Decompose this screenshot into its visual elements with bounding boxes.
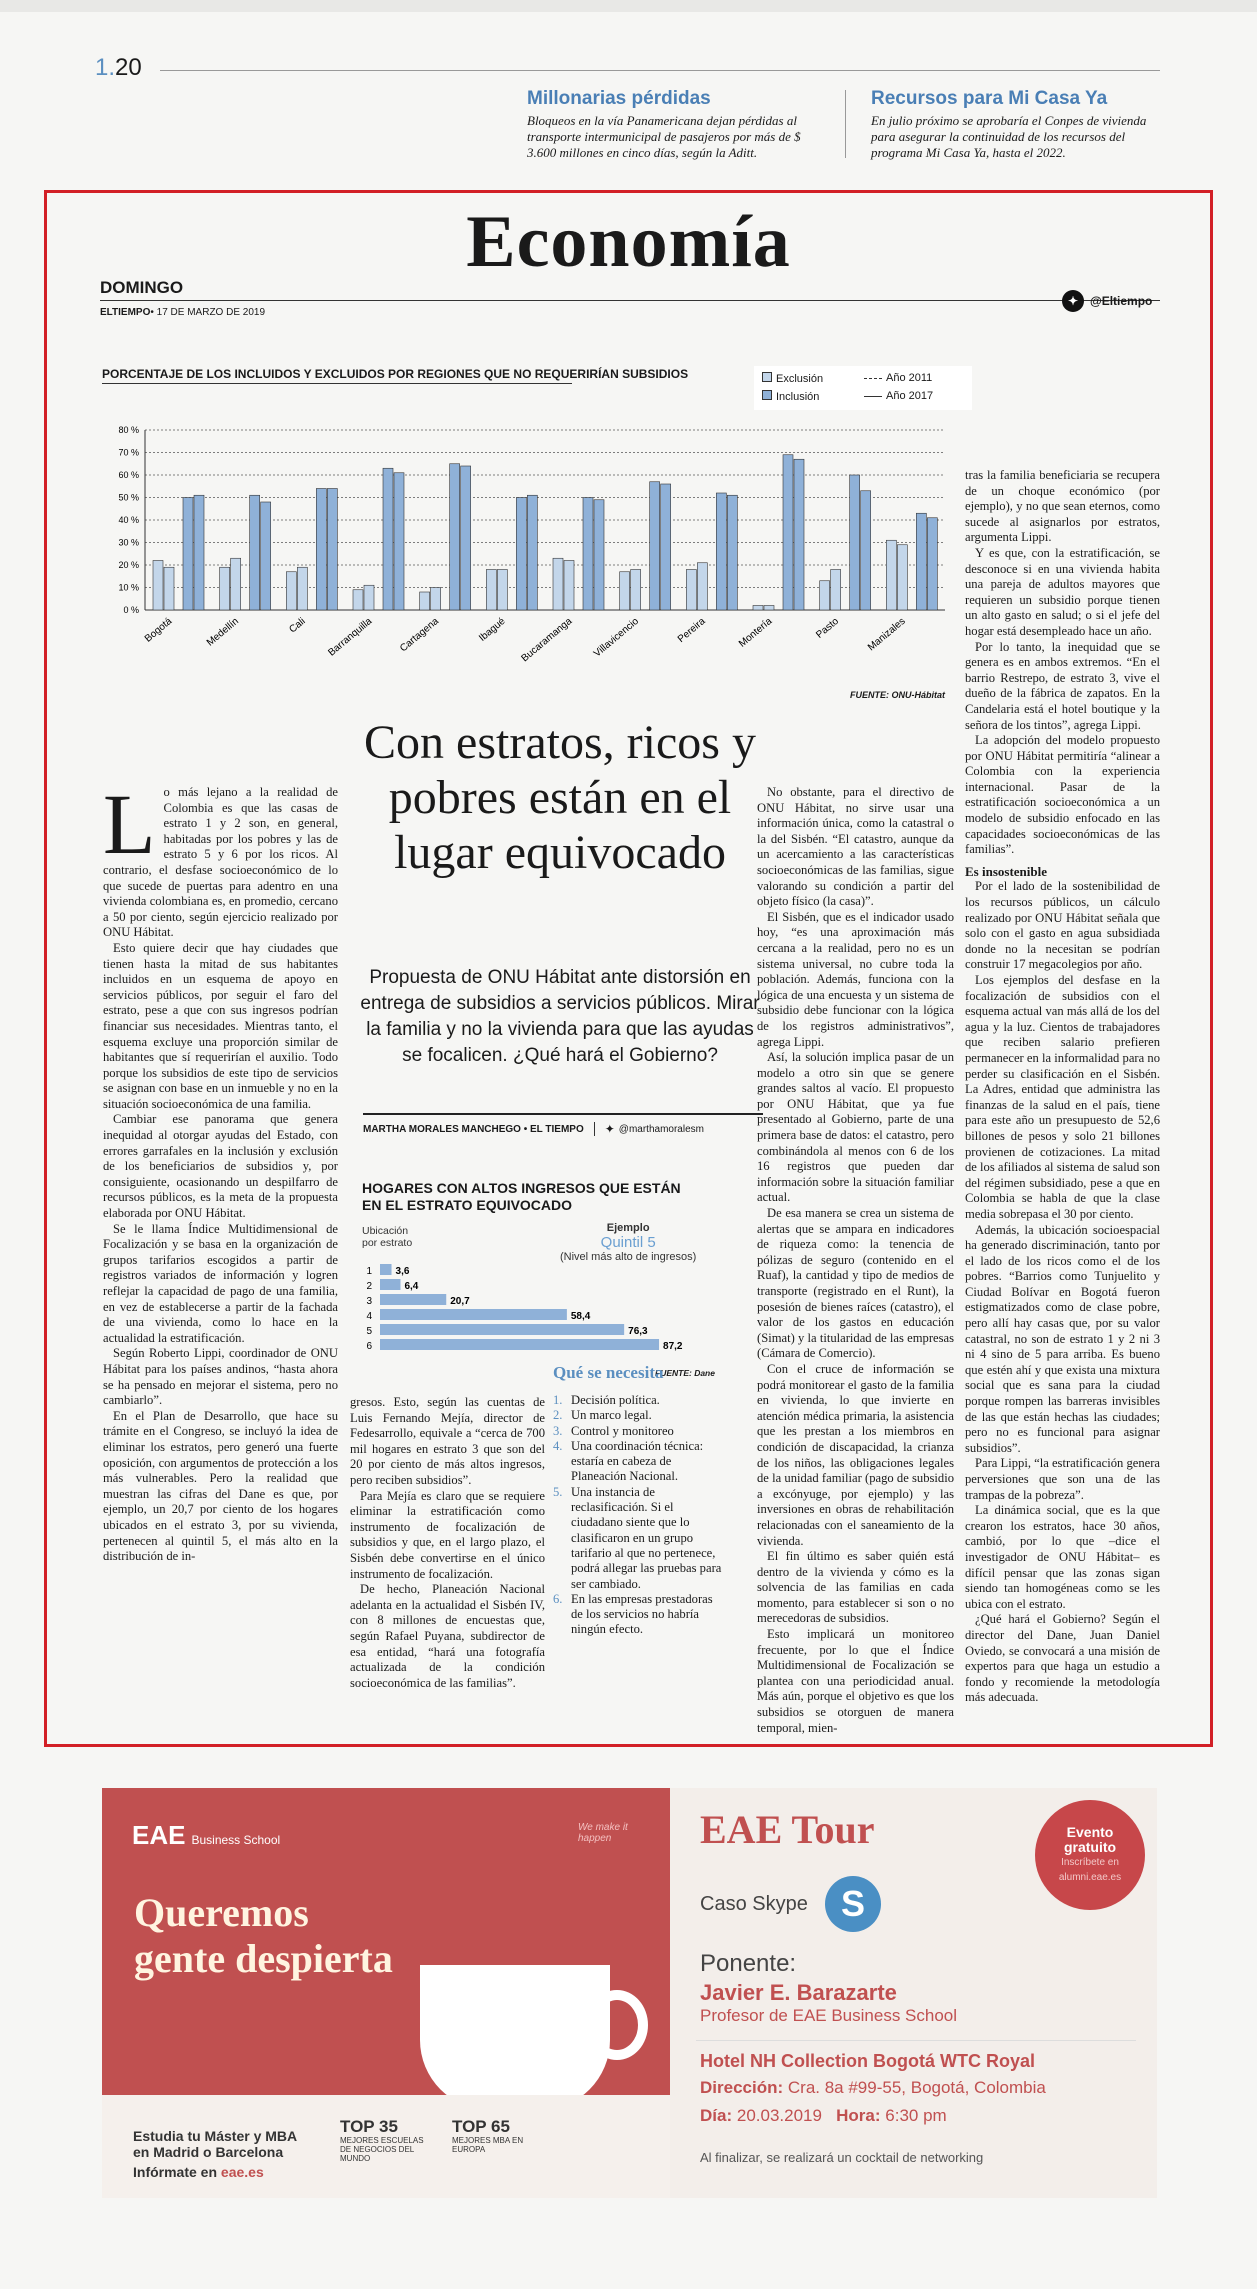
x-tick-label: Bucaramanga bbox=[519, 615, 575, 665]
list-item: 5. Una instancia de reclasificación. Si el ciudadano siente que lo clasificaron en un grupo tarifario al que no pertenece, podrá allegar las pruebas para ser cambiado. bbox=[553, 1484, 722, 1591]
article-headline: Con estratos, ricos y pobres están en el lugar equivocado bbox=[364, 716, 756, 879]
article-column-2: gresos. Esto, según las cuentas de Luis Fernando Mejía, director de Fedesarrollo, equivale a “cerca de 700 mil hogares en estrato 3 que son del 20 por ciento de más altos ingresos, pero reciben subsidios”. Para Mejía es claro que se requiere eliminar la estratificación como instrumento de focalización de subsidios y que, en el largo plazo, el Sisbén debe convertirse en el único instrumento de focalización. De hecho, Planeación Nacional adelanta en la actualidad el Sisbén IV, con 8 millones de encuestas que, según Rafael Puyana, subdirector de esa entidad, “hará una fotografía actualizada de la condición socioeconómica de las familias”. bbox=[350, 1395, 545, 1690]
bar bbox=[831, 570, 841, 611]
bar bbox=[461, 466, 471, 610]
chart-legend bbox=[754, 366, 972, 410]
bar bbox=[353, 590, 363, 610]
day-label: DOMINGO bbox=[100, 278, 184, 297]
bar bbox=[380, 1339, 659, 1350]
value-label: 3,6 bbox=[395, 1266, 410, 1277]
list-item: 2. Un marco legal. bbox=[553, 1408, 652, 1423]
x-tick-label: Bogotá bbox=[142, 615, 175, 645]
bar bbox=[194, 495, 204, 610]
sidebar-title: Qué se necesita bbox=[553, 1363, 664, 1382]
bar bbox=[450, 464, 460, 610]
teaser-text: En julio próximo se aprobaría el Conpes de vivienda para asegurar la continuidad de los recursos del programa Mi Casa Ya, hasta el 2022. bbox=[871, 113, 1147, 160]
teaser-title: Recursos para Mi Casa Ya bbox=[871, 88, 1108, 109]
masthead-rule bbox=[100, 300, 1160, 301]
bar bbox=[697, 563, 707, 610]
bar bbox=[231, 558, 241, 610]
subhead: Es insostenible bbox=[965, 863, 1047, 879]
bar bbox=[394, 473, 404, 610]
ad-info-link[interactable]: Infórmate en eae.es bbox=[133, 2164, 264, 2180]
bar bbox=[527, 495, 537, 610]
bar bbox=[364, 585, 374, 610]
page-number: 1.20 bbox=[95, 54, 142, 81]
regional-subsidy-chart bbox=[95, 415, 955, 715]
legend-2017: Año 2017 bbox=[864, 390, 933, 402]
bar bbox=[497, 570, 507, 611]
category-label: 5 bbox=[366, 1326, 372, 1337]
chart-title-rule bbox=[102, 383, 572, 384]
teaser-divider bbox=[845, 90, 846, 158]
x-tick-label: Montería bbox=[736, 615, 775, 650]
ad-address: Dirección: Cra. 8a #99-55, Bogotá, Colombia bbox=[700, 2078, 1046, 2097]
bar bbox=[183, 498, 193, 611]
teaser-mi-casa-ya[interactable] bbox=[871, 88, 1161, 161]
hbar-subtitle: Ubicación por estrato bbox=[362, 1225, 413, 1249]
legend-2011: Año 2011 bbox=[864, 372, 932, 384]
y-tick-label: 40 % bbox=[118, 515, 139, 525]
bar bbox=[820, 581, 830, 610]
hbar-title: HOGARES CON ALTOS INGRESOS QUE ESTÁN EN EL ESTRATO EQUIVOCADO bbox=[362, 1180, 681, 1213]
category-label: 4 bbox=[366, 1311, 372, 1322]
bar bbox=[380, 1279, 400, 1290]
value-label: 76,3 bbox=[628, 1326, 648, 1337]
y-tick-label: 50 % bbox=[118, 492, 139, 503]
twitter-handle[interactable]: ✦ @Eltiempo bbox=[1062, 290, 1152, 312]
bar bbox=[327, 489, 337, 611]
bar bbox=[686, 570, 696, 611]
ad-note: Al finalizar, se realizará un cocktail de networking bbox=[700, 2150, 984, 2165]
scan-top-strip bbox=[0, 0, 1257, 12]
y-tick-label: 60 % bbox=[118, 470, 139, 480]
byline: MARTHA MORALES MANCHEGO • EL TIEMPO ✦ @marthamoralesm bbox=[363, 1113, 763, 1136]
high-income-chart bbox=[362, 1262, 712, 1364]
bar bbox=[220, 567, 230, 610]
category-label: 2 bbox=[366, 1281, 372, 1292]
bar bbox=[861, 491, 871, 610]
teaser-title: Millonarias pérdidas bbox=[527, 88, 711, 109]
ad-datetime: Día: 20.03.2019 Hora: 6:30 pm bbox=[700, 2106, 947, 2125]
eae-logo[interactable]: EAE Business School bbox=[132, 1820, 281, 1850]
byline-twitter[interactable]: ✦ @marthamoralesm bbox=[604, 1122, 704, 1136]
bar bbox=[564, 561, 574, 611]
skype-icon: S bbox=[825, 1876, 881, 1932]
hbar-example: Ejemplo Quintil 5 (Nivel más alto de ingresos) bbox=[560, 1222, 697, 1263]
value-label: 6,4 bbox=[404, 1281, 419, 1292]
article-column-1: L o más lejano a la realidad de Colombia es que las casas de estrato 1 y 2 son, en general, habitadas por los pobres y las de estrato 5 y 6 por los ricos. Al contrario, el desfase socioeconómico de lo que sucede de puertas para adentro en una vivienda colombiana es, en promedio, cercano a 50 por ciento, según ejercicio realizado por ONU Hábitat. Esto quiere decir que hay ciudades que tienen hasta la mitad de sus habitantes incluidos en un esquema de apoyo en servicios públicos, por seguir el faro del estrato, pese a que con sus ingresos podrían financiar sus necesidades. Mientras tanto, el esquema excluye una proporción similar de habitantes que sí requerirían el auxilio. Todo porque los subsidios de este tipo de servicios se asignan con base en un inmueble y no en la situación socioeconómica de una familia. Cambiar ese panorama que genera inequidad al otorgar ayudas del Estado, con errores garrafales en la inclusión y exclusión de los beneficiarios de subsidios y, por consiguiente, ocasionando un despilfarro de recursos públicos, es la meta de la propuesta elaborada por ONU Hábitat. Se le llama Índice Multidimensional de Focalización y se basa en la organización de grupos tarifarios escogidos a partir de registros variados de información y logren reflejar la capacidad de pago de una familia, en vez de establecerse a partir de la fachada de una vivienda, como lo hace en la actualidad la estratificación. Según Roberto Lippi, coordinador de ONU Hábitat para los países andinos, “hasta ahora se ha pensado en mejorar el sistema, pero no cambiarlo”. En el Plan de Desarrollo, que hace su trámite en el Congreso, se incluyó la idea de eliminar los estratos, pero generó una fuerte oposición, con argumentos de protección a los más vulnerables. Pero la realidad que muestran las cifras del Dane es que, por ejemplo, un 20,7 por ciento de los hogares ubicados en el estrato 3, por su vivienda, pertenecen al quintil 5, el más alto en la distribución de in- bbox=[103, 776, 338, 1564]
x-tick-label: Cartagena bbox=[398, 615, 441, 655]
bar bbox=[286, 572, 296, 610]
legend-exclusion: Exclusión bbox=[762, 372, 823, 385]
list-item: 6. En las empresas prestadoras de los servicios no habría ningún efecto. bbox=[553, 1591, 713, 1637]
teaser-millonarias[interactable] bbox=[527, 88, 827, 161]
bar bbox=[783, 455, 793, 610]
bar bbox=[261, 502, 271, 610]
bar bbox=[916, 513, 926, 610]
bar bbox=[794, 459, 804, 610]
ad-study: Estudia tu Máster y MBA en Madrid o Barcelona bbox=[133, 2128, 298, 2160]
list-item: 3. Control y monitoreo bbox=[553, 1423, 674, 1438]
ad-tour-title: EAE Tour bbox=[700, 1807, 875, 1852]
y-tick-label: 0 % bbox=[123, 605, 139, 615]
dropcap: L bbox=[103, 776, 156, 872]
ad-divider bbox=[696, 2040, 1136, 2041]
x-tick-label: Pasto bbox=[814, 615, 841, 641]
x-tick-label: Manizales bbox=[866, 615, 908, 654]
list-item: 1. Decisión política. bbox=[553, 1393, 660, 1407]
bar bbox=[897, 545, 907, 610]
x-tick-label: Medellín bbox=[204, 615, 241, 649]
bar bbox=[553, 558, 563, 610]
top-rule bbox=[160, 70, 1160, 71]
article-column-3: No obstante, para el directivo de ONU Hábitat, no sirve usar una información única, como la catastral o la del Sisbén. “El catastro, aunque da un acercamiento a las características socioeconómicas de las familias, sigue valorando su condición a partir del objeto físico (la casa)”. El Sisbén, que es el indicador usado hoy, “es una aproximación más cercana a la realidad, pero no es un sistema universal, no cubre toda la población. Además, funciona con la lógica de una encuesta y un sistema de subsidio debe funcionar con la lógica de los registros administrativos”, agrega Lippi. Así, la solución implica pasar de un modelo a otro sin que se genere grandes saltos al vacío. El propuesto por ONU Hábitat, que ya fue presentado al Gobierno, parte de una primera base de datos: el catastro, pero combinándola al menos con 6 de los 16 registros que pueden dar información sobre la situación familiar actual. De esa manera se crea un sistema de alertas que se ampara en indicadores de riqueza como: la tenencia de pólizas de seguro (contenido en el Ruaf), la cantidad y tipo de medios de transporte (registrado en el Runt), la posesión de bienes raíces (catastro), el valor de los gastos en educación (Simat) y la titularidad de las empresas (Cámara de Comercio). Con el cruce de información se podrá monitorear el gasto de la familia en vivienda, lo que invierte en atención médica primaria, la asistencia que les prestan a los miembros en condición de discapacidad, la crianza de los niños, las obligaciones legales de la unidad familiar (pago de subsidio a excónyuge, por ejemplo) y las inversiones en obras de rehabilitación relacionadas con el saneamiento de la vivienda. El fin último es saber quién está dentro de la vivienda y cómo es la solvencia de las familias en cada momento, para establecer si son o no merecedoras de subsidios. Esto implicará un monitoreo frecuente, por lo que el Índice Multidimensional de Focalización se plantea con una periodicidad anual. Más aún, porque el objetivo es que los subsidios se otorguen de manera temporal, mien- bbox=[757, 785, 954, 1735]
x-tick-label: Pereira bbox=[675, 615, 708, 646]
dateline: ELTIEMPO• 17 DE MARZO DE 2019 bbox=[100, 307, 266, 318]
ad-claim: Queremos gente despierta bbox=[134, 1890, 393, 1981]
legend-inclusion: Inclusión bbox=[762, 390, 819, 403]
bar bbox=[420, 592, 430, 610]
bar bbox=[753, 606, 763, 611]
bar bbox=[661, 484, 671, 610]
x-tick-label: Ibagué bbox=[477, 615, 508, 644]
sidebar-list bbox=[553, 1393, 723, 1638]
bar bbox=[380, 1264, 392, 1275]
bar bbox=[297, 567, 307, 610]
bar bbox=[764, 606, 774, 611]
twitter-icon: ✦ bbox=[604, 1122, 615, 1136]
teaser-text: Bloqueos en la vía Panamericana dejan pérdidas al transporte intermunicipal de pasajeros por más de $ 3.600 millones en cinco días, según la Aditt. bbox=[527, 113, 801, 160]
chart-source: FUENTE: ONU-Hábitat bbox=[850, 690, 945, 700]
bar bbox=[383, 468, 393, 610]
ad-speaker-name: Javier E. Barazarte bbox=[700, 1980, 897, 2005]
ad-caso: Caso Skype bbox=[700, 1893, 808, 1915]
bar bbox=[927, 518, 937, 610]
value-label: 58,4 bbox=[570, 1311, 591, 1322]
category-label: 6 bbox=[366, 1341, 372, 1352]
bar bbox=[620, 572, 630, 610]
bar bbox=[380, 1324, 624, 1335]
ad-ponente-label: Ponente: bbox=[700, 1950, 797, 1977]
bar bbox=[650, 482, 660, 610]
bar bbox=[380, 1294, 446, 1305]
coffee-cup-illustration bbox=[420, 1965, 610, 2110]
chart-title: PORCENTAJE DE LOS INCLUIDOS Y EXCLUIDOS POR REGIONES QUE NO REQUERIRÍAN SUBSIDIOS bbox=[102, 367, 689, 381]
bar bbox=[250, 495, 260, 610]
x-tick-label: Villavicencio bbox=[591, 615, 641, 660]
bar bbox=[153, 561, 163, 611]
bar bbox=[886, 540, 896, 610]
category-label: 3 bbox=[366, 1296, 372, 1307]
bar bbox=[583, 498, 593, 611]
bar bbox=[316, 489, 326, 611]
list-item: 4. Una coordinación técnica: estaría en cabeza de Planeación Nacional. bbox=[553, 1438, 704, 1484]
y-tick-label: 70 % bbox=[118, 447, 139, 458]
bar bbox=[716, 493, 726, 610]
section-title: Economía bbox=[466, 201, 791, 283]
article-column-4: tras la familia beneficiaria se recupera de un choque económico (por ejemplo), y no que sean eternos, como sucede al asignarlos por estratos, argumenta Lippi. Y es que, con la estratificación, se desconoce si en una vivienda habita una pareja de adultos mayores que requieren un subsidio porque tienen un alto gasto en salud; o si el jefe del hogar está desempleado hace un año. Por lo tanto, la inequidad que se genera es en ambos extremos. “En el barrio Restrepo, de estrato 3, vive el dueño de la fábrica de zapatos. En la Candelaria está el hotel boutique y la señora de los tintos”, agrega Lippi. La adopción del modelo propuesto por ONU Hábitat permitiría “alinear a Colombia con la experiencia internacional. Pasar de la estratificación socioeconómica a un modelo de subsidio enfocado en las capacidades socioeconómicas de las familias”. Es insostenible Por el lado de la sostenibilidad de los recursos públicos, un cálculo realizado por ONU Hábitat señala que solo con el gasto en agua subsidiada donde no la necesitan se podrían construir 17 megacolegios por año. Los ejemplos del desfase en la focalización de subsidios con el esquema actual van más allá de los del agua y la luz. Cientos de trabajadores que reciben salario prefieren permanecer en la informalidad para no perder su clasificación en el Sisbén. La Adres, entidad que administra las finanzas de la salud en el país, tiene para este año un presupuesto de 52,6 billones de pesos y solo 21 billones provienen de cotizaciones. La mitad de los afiliados al sistema de salud son del régimen subsidiado, pese a que en Colombia se habla de que la clase media sobrepasa el 30 por ciento. Además, la ubicación socioespacial ha generado discriminación, tanto por el lado de los ricos como el de los pobres. “Barrios como Tunjuelito y Ciudad Bolívar en Bogotá fueron estigmatizados como de clase pobre, pero allí hay casas que, por su valor catastral, no son de estrato 1 y 2 ni 3 ni 4 sino de 5 para arriba. Es bueno que estén ahí y que exista una mixtura social que es sana para la ciudad porque rompen las barreras invisibles de las que están hechas las ciudades; pero no es funcional para asignar subsidios”. Para Lippi, “la estratificación genera perversiones que son una de las trampas de la pobreza”. La dinámica social, que es la que crearon los estratos, hace 30 años, cambió, por lo que –dice el investigador de ONU Hábitat– es difícil pensar que las zonas sigan siendo tan homogéneas como se les ubica con el estrato. ¿Qué hará el Gobierno? Según el director del Dane, Juan Daniel Oviedo, se convocará a una misión de expertos para que haga un estudio a fondo y recomiende la metodología más adecuada. bbox=[965, 468, 1160, 1705]
bar bbox=[380, 1309, 567, 1320]
category-label: 1 bbox=[366, 1266, 372, 1277]
bar bbox=[164, 567, 174, 610]
value-label: 20,7 bbox=[450, 1296, 470, 1307]
y-tick-label: 10 % bbox=[118, 582, 139, 593]
y-tick-label: 80 % bbox=[118, 425, 139, 435]
ad-speaker-role: Profesor de EAE Business School bbox=[700, 2006, 958, 2025]
bar bbox=[516, 498, 526, 611]
ad-tagline: We make it happen bbox=[578, 1822, 628, 1844]
bar bbox=[486, 570, 496, 611]
y-tick-label: 20 % bbox=[118, 560, 139, 570]
value-label: 87,2 bbox=[663, 1341, 683, 1352]
free-event-badge[interactable]: Evento gratuito Inscríbete en alumni.eae.es bbox=[1035, 1800, 1145, 1910]
twitter-icon: ✦ bbox=[1062, 290, 1084, 312]
bar bbox=[850, 475, 860, 610]
y-tick-label: 30 % bbox=[118, 537, 139, 548]
bar bbox=[431, 588, 441, 611]
hbar-source: FUENTE: Dane bbox=[655, 1368, 715, 1378]
article-deck: Propuesta de ONU Hábitat ante distorsión en entrega de subsidios a servicios públicos. Mirar la familia y no la vivienda para que las ayudas se focalicen. ¿Qué hará el Gobierno? bbox=[360, 967, 760, 1066]
ad-venue: Hotel NH Collection Bogotá WTC Royal bbox=[700, 2051, 1035, 2071]
bar bbox=[631, 570, 641, 611]
ranking-top65: TOP 65 MEJORES MBA EN EUROPA bbox=[452, 2117, 524, 2154]
x-tick-label: Cali bbox=[287, 615, 308, 636]
x-tick-label: Barranquilla bbox=[326, 615, 375, 659]
bar bbox=[727, 495, 737, 610]
ranking-top35: TOP 35 MEJORES ESCUELAS DE NEGOCIOS DEL MUNDO bbox=[340, 2117, 424, 2163]
bar bbox=[594, 500, 604, 610]
